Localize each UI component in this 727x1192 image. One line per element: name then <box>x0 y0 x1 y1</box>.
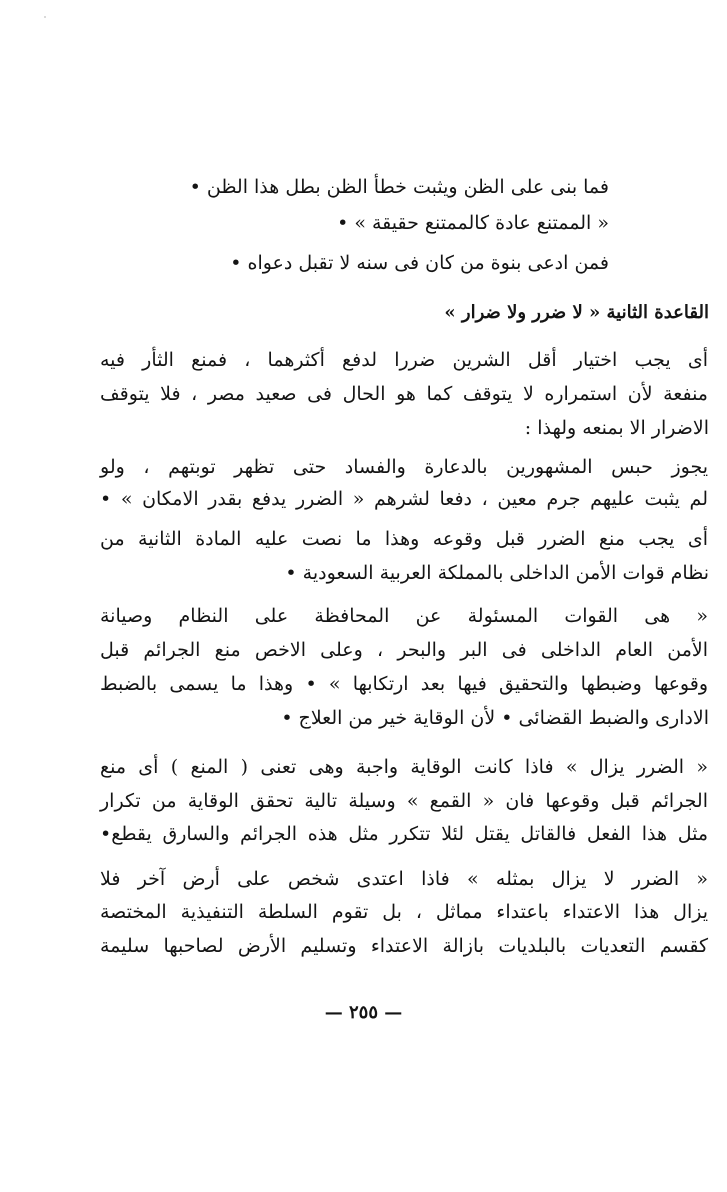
text-line-8: يجوز حبس المشهورين بالدعارة والفساد حتى تظهر توبتهم ، ولو <box>100 456 708 478</box>
text-line-18: مثل هذا الفعل فالقاتل يقتل لئلا تتكرر مثل هذه الجرائم والسارق يقطع• <box>100 823 708 845</box>
text-line-12: « هى القوات المسئولة عن المحافظة على النظام وصيانة <box>100 605 708 627</box>
text-line-11: نظام قوات الأمن الداخلى بالمملكة العربية السعودية • <box>285 562 709 584</box>
text-line-6: منفعة لأن استمراره لا يتوقف كما هو الحال فى صعيد مصر ، فلا يتوقف <box>100 383 708 405</box>
text-line-16: « الضرر يزال » فاذا كانت الوقاية واجبة وهى تعنى ( المنع ) أى منع <box>100 756 708 778</box>
text-line-14: وقوعها وضبطها والتحقيق فيها بعد ارتكابها » • وهذا ما يسمى بالضبط <box>100 673 708 695</box>
text-line-7: الاضرار الا بمنعه ولهذا : <box>524 417 709 439</box>
text-line-17: الجرائم قبل وقوعها فان « القمع » وسيلة تالية تحقق الوقاية من تكرار <box>100 790 708 812</box>
scan-speck <box>44 16 46 18</box>
text-line-2: « الممتنع عادة كالممتنع حقيقة » • <box>337 212 609 234</box>
text-line-20: يزال هذا الاعتداء باعتداء مماثل ، بل تقوم السلطة التنفيذية المختصة <box>100 901 708 923</box>
text-line-1: فما بنى على الظن ويثبت خطأ الظن بطل هذا الظن • <box>189 176 609 198</box>
text-line-15: الادارى والضبط القضائى • لأن الوقاية خير من العلاج • <box>281 707 709 729</box>
text-line-10: أى يجب منع الضرر قبل وقوعه وهذا ما نصت عليه المادة الثانية من <box>100 528 708 550</box>
section-heading: القاعدة الثانية « لا ضرر ولا ضرار » <box>444 302 709 323</box>
text-line-21: كقسم التعديات بالبلديات بازالة الاعتداء وتسليم الأرض لصاحبها سليمة <box>100 935 708 957</box>
text-line-13: الأمن العام الداخلى فى البر والبحر ، وعلى الاخص منع الجرائم قبل <box>100 639 708 661</box>
text-line-9: لم يثبت عليهم جرم معين ، دفعا لشرهم « الضرر يدفع بقدر الامكان » • <box>100 488 708 510</box>
text-line-3: فمن ادعى بنوة من كان فى سنه لا تقبل دعواه • <box>230 252 609 274</box>
page-number: — ٢٥٥ — <box>324 1002 403 1023</box>
text-line-5: أى يجب اختيار أقل الشرين ضررا لدفع أكثرهما ، فمنع الثأر فيه <box>100 349 708 371</box>
text-line-19: « الضرر لا يزال بمثله » فاذا اعتدى شخص على أرض آخر فلا <box>100 868 708 890</box>
